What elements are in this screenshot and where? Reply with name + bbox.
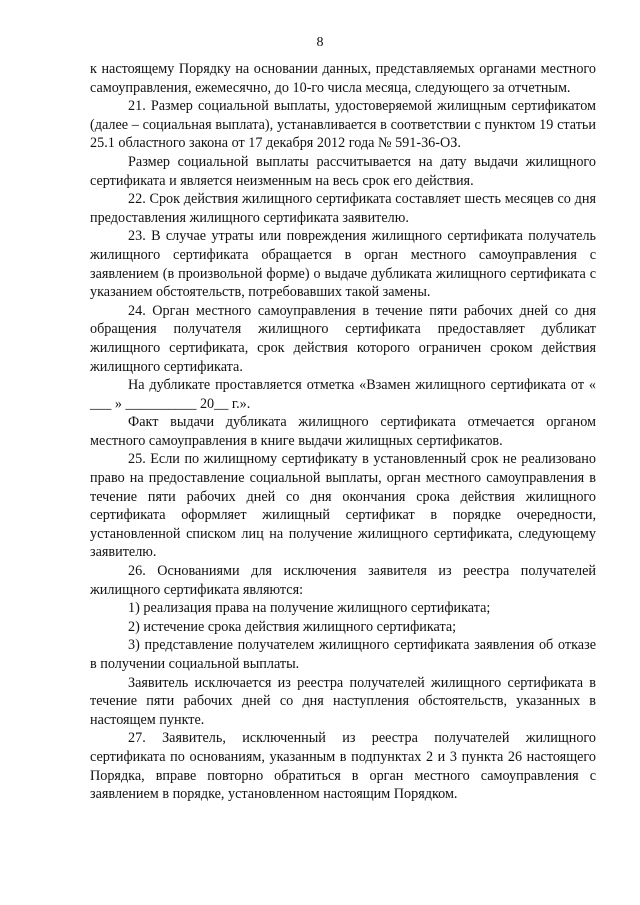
paragraph-24-fact: Факт выдачи дубликата жилищного сертификата отмечается органом местного самоуправления в книге выдачи жилищных сертификатов. xyxy=(90,414,596,449)
paragraph-22: 22. Срок действия жилищного сертификата составляет шесть месяцев со дня предоставления жилищного сертификата заявителю. xyxy=(90,191,596,226)
paragraph-23: 23. В случае утраты или повреждения жилищного сертификата получатель жилищного сертификата обращается в орган местного самоуправления с заявлением (в произвольной форме) о выдаче дубликата жилищного сертификата с указанием обстоятельств, потребовавших такой замены. xyxy=(90,228,596,301)
paragraph-21-size: Размер социальной выплаты рассчитывается на дату выдачи жилищного сертификата и является неизменным на весь срок его действия. xyxy=(90,153,596,189)
document-body xyxy=(90,60,596,804)
paragraph-21: 21. Размер социальной выплаты, удостоверяемой жилищным сертификатом (далее – социальная выплата), устанавливается в соответствии с пунктом 19 статьи 25.1 областного закона от 17 декабря 2012 года № 591-36-ОЗ. xyxy=(90,98,596,152)
list-item-1: 1) реализация права на получение жилищного сертификата; xyxy=(128,600,491,617)
paragraph-26-exclusion: Заявитель исключается из реестра получателей жилищного сертификата в течение пяти рабочих дней со дня наступления обстоятельств, указанных в настоящем пункте. xyxy=(90,674,596,728)
page-number: 8 xyxy=(316,35,324,50)
paragraph-24-mark: На дубликате проставляется отметка «Взамен жилищного сертификата от « ___ » __________ 20__ г.». xyxy=(90,377,596,412)
list-item-2: 2) истечение срока действия жилищного сертификата; xyxy=(128,618,457,635)
paragraph-24: 24. Орган местного самоуправления в течение пяти рабочих дней со дня обращения получателя жилищного сертификата предоставляет дубликат жилищного сертификата, срок действия которого ограничен сроком действия жилищного сертификата. xyxy=(90,302,596,375)
paragraph-26: 26. Основаниями для исключения заявителя из реестра получателей жилищного сертификата являются: xyxy=(90,563,596,598)
list-item-3: 3) представление получателем жилищного сертификата заявления об отказе в получении социальной выплаты. xyxy=(90,637,596,672)
paragraph-25: 25. Если по жилищному сертификату в установленный срок не реализовано право на предоставление социальной выплаты, орган местного самоуправления в течение пяти рабочих дней со дня окончания срока действия жилищного сертификата оформляет жилищный сертификат в порядке очередности, установленной списком лиц на получение жилищного сертификата, следующему заявителю. xyxy=(90,451,596,561)
paragraph-continuation: к настоящему Порядку на основании данных, представляемых органами местного самоуправления, ежемесячно, до 10-го числа месяца, следующего за отчетным. xyxy=(90,61,596,96)
paragraph-27: 27. Заявитель, исключенный из реестра получателей жилищного сертификата по основаниям, указанным в подпунктах 2 и 3 пункта 26 настоящего Порядка, вправе повторно обратиться в орган местного самоуправления с заявлением в порядке, установленном настоящим Порядком. xyxy=(90,730,596,803)
